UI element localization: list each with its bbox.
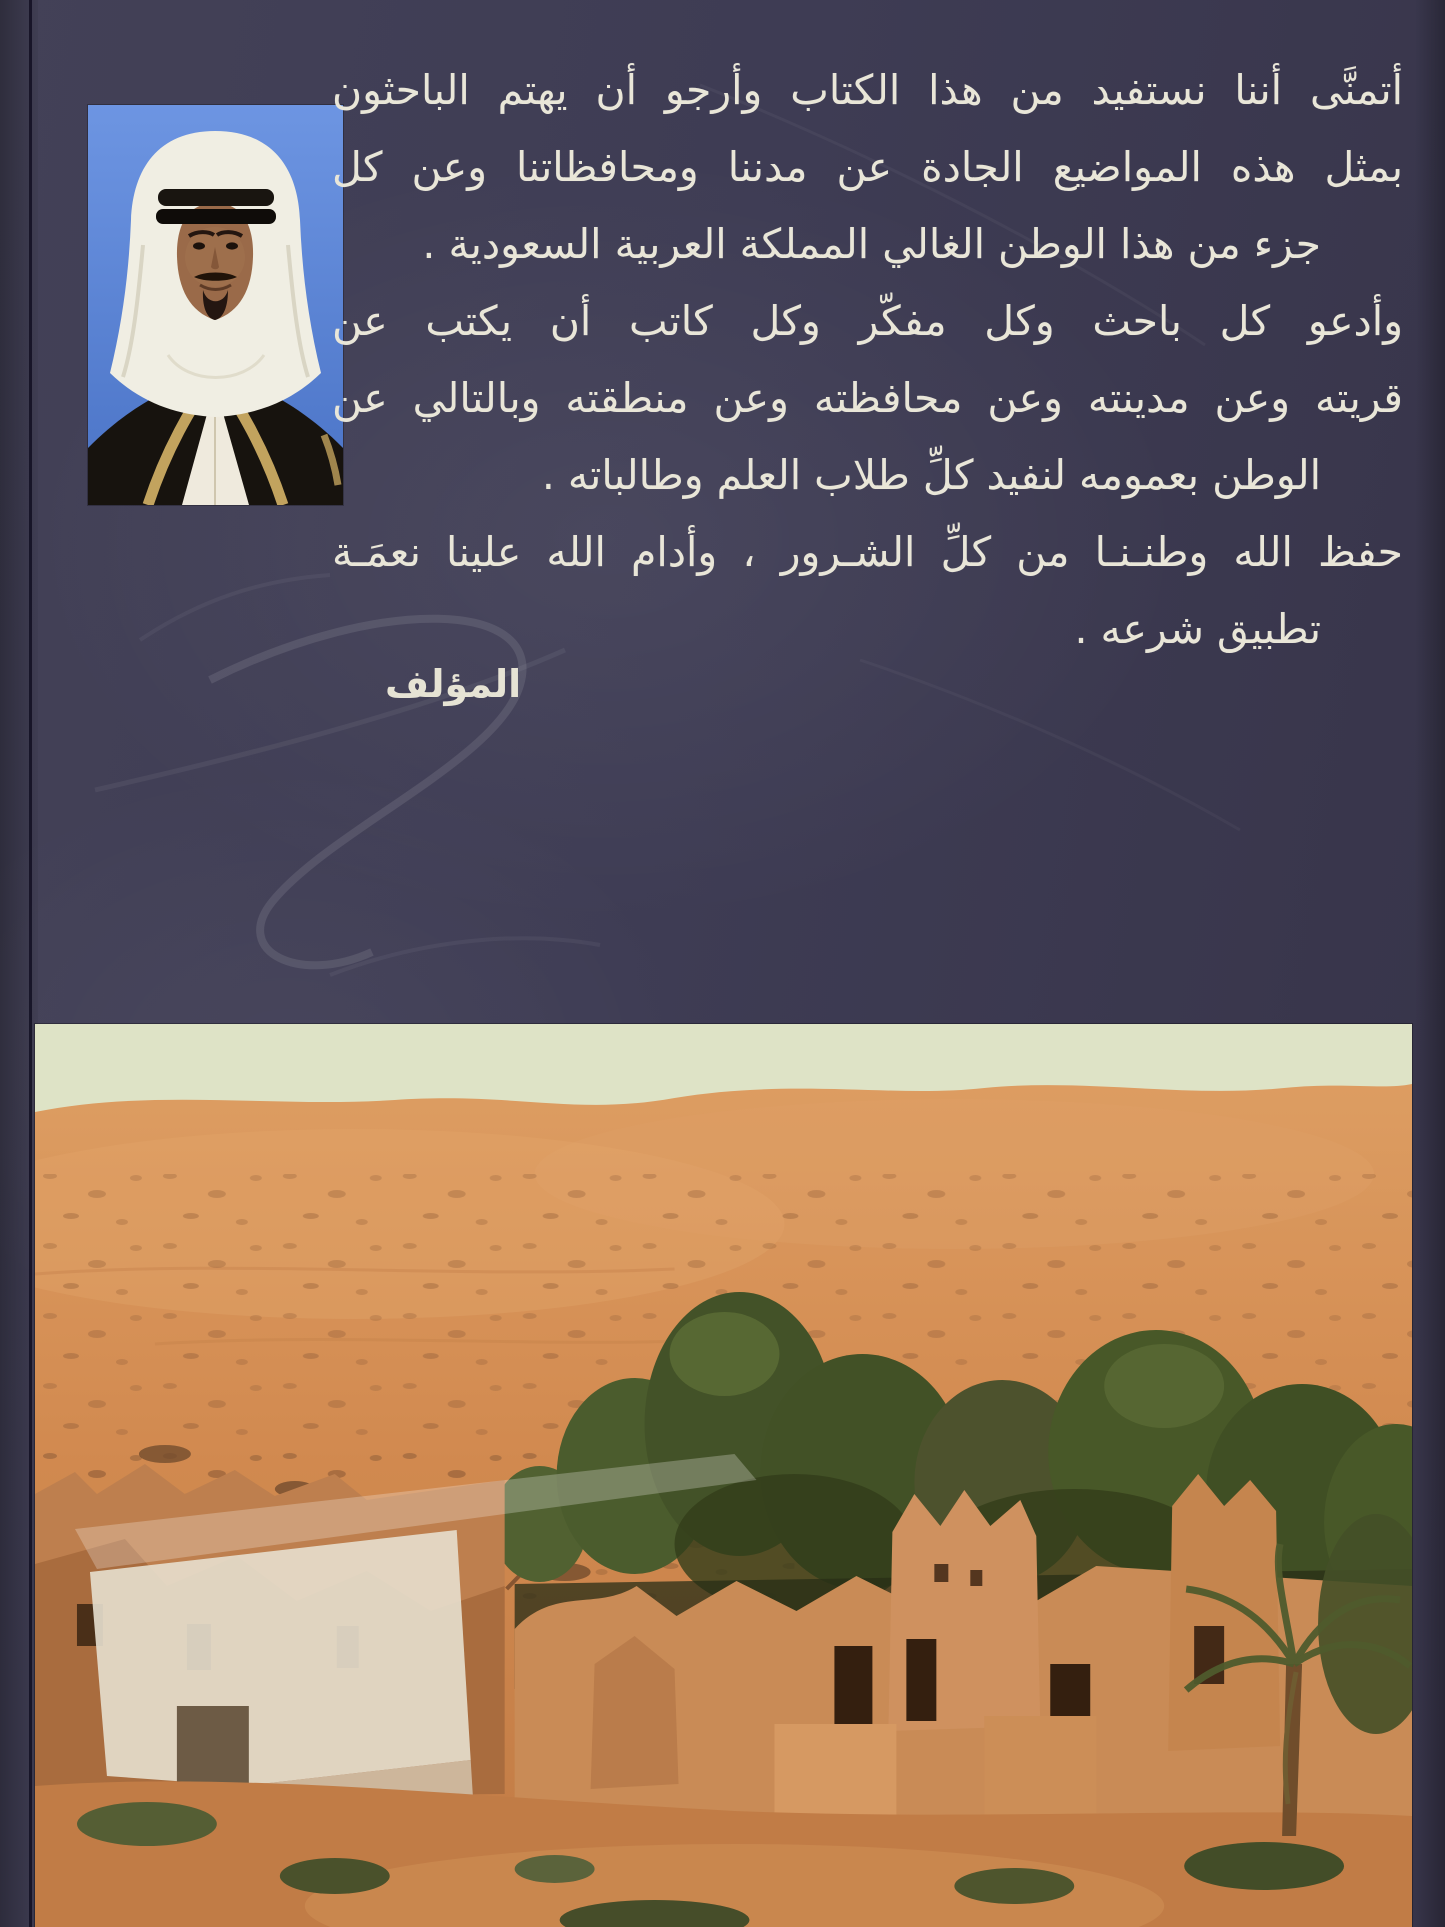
dedication-line: تطبيق شرعه . [1074,605,1321,653]
author-portrait-photo [88,105,343,505]
dedication-line: الوطن بعمومه لنفيد كلِّ طلاب العلم وطالباته . [541,451,1321,499]
dedication-text [332,52,1403,668]
dedication-line: جزء من هذا الوطن الغالي المملكة العربية السعودية . [422,220,1321,268]
dedication-line: أتمنَّى أننا نستفيد من هذا الكتاب وأرجو أن يهتم الباحثون [332,66,1403,114]
author-signature: المؤلف [385,662,522,706]
dedication-line: قريته وعن مدينته وعن محافظته وعن منطقته وبالتالي عن [332,374,1403,422]
dedication-line: حفظ الله وطنـنـا من كلِّ الشـرور ، وأدام الله علينا نعمَـة [332,528,1403,576]
cover-right-edge-shadow [1415,0,1445,1927]
spine-crease [29,0,32,1927]
agal-cord [158,189,274,206]
village-desert-photo [35,1024,1412,1927]
dedication-line: بمثل هذه المواضيع الجادة عن مدننا ومحافظاتنا وعن كل [332,143,1403,191]
dedication-line: وأدعو كل باحث وكل مفكّر وكل كاتب أن يكتب عن [332,297,1403,345]
spine-shadow [0,0,38,1927]
